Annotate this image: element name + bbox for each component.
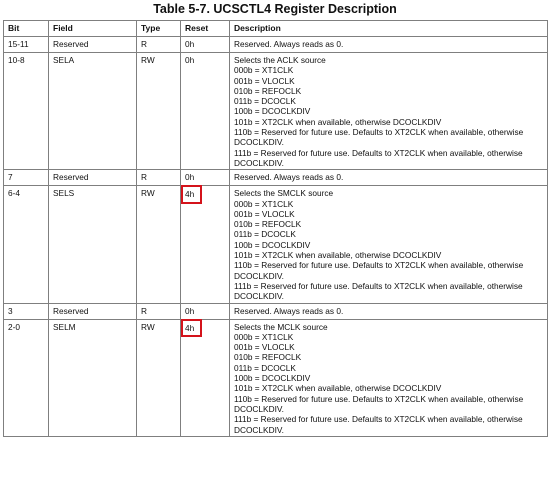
cell-field: Reserved bbox=[49, 37, 137, 53]
table-body bbox=[4, 37, 548, 437]
cell-field: SELS bbox=[49, 186, 137, 303]
description-line: 111b = Reserved for future use. Defaults to XT2CLK when available, otherwise DCOCLKDIV. bbox=[234, 280, 523, 302]
cell-description bbox=[230, 37, 548, 53]
cell-bit: 3 bbox=[4, 303, 49, 319]
cell-bit: 10-8 bbox=[4, 53, 49, 170]
description-line: 100b = DCOCLKDIV bbox=[234, 239, 311, 250]
highlighted-reset-value: 4h bbox=[181, 319, 202, 337]
description-line: 001b = VLOCLK bbox=[234, 75, 295, 86]
cell-reset bbox=[181, 170, 230, 186]
cell-reset bbox=[181, 53, 230, 170]
description-line: 000b = XT1CLK bbox=[234, 331, 294, 342]
description-line: Selects the MCLK source bbox=[234, 321, 328, 332]
cell-description bbox=[230, 303, 548, 319]
description-line: Reserved. Always reads as 0. bbox=[234, 39, 344, 49]
cell-description bbox=[230, 319, 548, 436]
description-line: 101b = XT2CLK when available, otherwise DCOCLKDIV bbox=[234, 383, 442, 394]
header-field: Field bbox=[49, 21, 137, 37]
cell-field: Reserved bbox=[49, 303, 137, 319]
reset-value: 0h bbox=[185, 305, 195, 316]
description-line: 000b = XT1CLK bbox=[234, 65, 294, 76]
description-line: 011b = DCOCLK bbox=[234, 96, 296, 107]
description-line: Selects the SMCLK source bbox=[234, 188, 334, 199]
reset-value: 0h bbox=[185, 55, 195, 65]
cell-type: RW bbox=[137, 186, 181, 303]
cell-bit: 15-11 bbox=[4, 37, 49, 53]
cell-reset bbox=[181, 303, 230, 319]
cell-description bbox=[230, 53, 548, 170]
description-line: 110b = Reserved for future use. Defaults to XT2CLK when available, otherwise DCOCLKDIV. bbox=[234, 260, 524, 281]
table-row bbox=[4, 303, 548, 319]
table-row bbox=[4, 53, 548, 170]
description-line: 001b = VLOCLK bbox=[234, 208, 295, 219]
cell-description bbox=[230, 170, 548, 186]
description-line: 010b = REFOCLK bbox=[234, 352, 302, 363]
cell-field: Reserved bbox=[49, 170, 137, 186]
description-line: 111b = Reserved for future use. Defaults to XT2CLK when available, otherwise DCOCLKDIV. bbox=[234, 147, 523, 168]
description-line: 010b = REFOCLK bbox=[234, 219, 302, 230]
table-title: Table 5-7. UCSCTL4 Register Description bbox=[153, 2, 397, 16]
table-row bbox=[4, 170, 548, 186]
description-line: 011b = DCOCLK bbox=[234, 229, 296, 240]
cell-type: RW bbox=[137, 53, 181, 170]
cell-type: R bbox=[137, 37, 181, 53]
register-table-wrapper bbox=[3, 20, 547, 437]
reset-value: 0h bbox=[185, 39, 195, 49]
description-line: Selects the ACLK source bbox=[234, 55, 326, 65]
description-line: 000b = XT1CLK bbox=[234, 198, 294, 209]
cell-type: R bbox=[137, 303, 181, 319]
table-row bbox=[4, 319, 548, 436]
description-line: 010b = REFOCLK bbox=[234, 85, 302, 96]
cell-field: SELM bbox=[49, 319, 137, 436]
description-line: 110b = Reserved for future use. Defaults to XT2CLK when available, otherwise DCOCLKDIV. bbox=[234, 127, 524, 148]
cell-description bbox=[230, 186, 548, 303]
description-line: 111b = Reserved for future use. Defaults to XT2CLK when available, otherwise DCOCLKDIV. bbox=[234, 414, 523, 435]
cell-type: R bbox=[137, 170, 181, 186]
description-line: Reserved. Always reads as 0. bbox=[234, 172, 344, 183]
cell-type: RW bbox=[137, 319, 181, 436]
cell-bit: 6-4 bbox=[4, 186, 49, 303]
header-row bbox=[4, 21, 548, 37]
table-row bbox=[4, 186, 548, 303]
header-type: Type bbox=[137, 21, 181, 37]
header-description: Description bbox=[230, 21, 548, 37]
description-line: 101b = XT2CLK when available, otherwise DCOCLKDIV bbox=[234, 116, 442, 127]
cell-reset bbox=[181, 37, 230, 53]
description-line: 100b = DCOCLKDIV bbox=[234, 106, 311, 117]
description-line: 011b = DCOCLK bbox=[234, 362, 296, 373]
cell-reset bbox=[181, 319, 230, 436]
reset-value: 0h bbox=[185, 172, 195, 183]
cell-reset bbox=[181, 186, 230, 303]
highlighted-reset-value: 4h bbox=[181, 185, 202, 203]
description-line: Reserved. Always reads as 0. bbox=[234, 305, 344, 316]
table-row bbox=[4, 37, 548, 53]
header-reset: Reset bbox=[181, 21, 230, 37]
description-line: 101b = XT2CLK when available, otherwise DCOCLKDIV bbox=[234, 250, 442, 261]
description-line: 110b = Reserved for future use. Defaults to XT2CLK when available, otherwise DCOCLKDIV. bbox=[234, 393, 524, 414]
description-line: 001b = VLOCLK bbox=[234, 342, 295, 353]
header-bit: Bit bbox=[4, 21, 49, 37]
register-table bbox=[3, 20, 548, 437]
cell-bit: 7 bbox=[4, 170, 49, 186]
cell-bit: 2-0 bbox=[4, 319, 49, 436]
description-line: 100b = DCOCLKDIV bbox=[234, 373, 311, 384]
cell-field: SELA bbox=[49, 53, 137, 170]
